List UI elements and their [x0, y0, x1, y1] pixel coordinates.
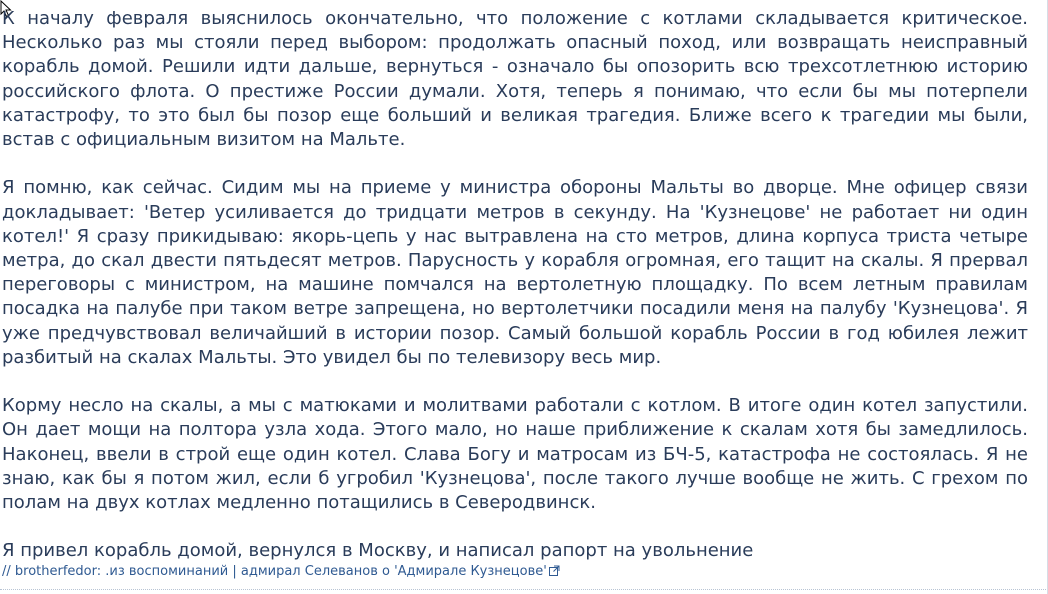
article-paragraph-3: Корму несло на скалы, а мы с матюками и молитвами работали с котлом. В итоге один котел запустили. Он дает мощи на полтора узла хода. Этого мало, но наше приближение к скалам хотя бы замедлилось. Наконец, ввели в строй еще один котел. Слава Богу и матросам из БЧ-5, катастрофа не состоялась. Я не знаю, как бы я потом жил, если б угробил 'Кузнецова', после такого лучше вообще не жить. С грехом по полам на двух котлах медленно потащились в Северодвинск.: [2, 395, 1028, 514]
source-link-text: .из воспоминаний | адмирал Селеванов о 'Адмирале Кузнецове': [105, 564, 547, 579]
external-link-icon: [549, 565, 560, 576]
source-link[interactable]: [105, 564, 560, 579]
article-paragraph-4: Я привел корабль домой, вернулся в Москву, и написал рапорт на увольнение: [2, 540, 754, 562]
article-paragraph-1: К началу февраля выяснилось окончательно, что положение с котлами складывается критическое. Несколько раз мы стояли перед выбором: продолжать опасный поход, или возвращать неисправный корабль домой. Решили идти дальше, вернуться - означало бы опозорить всю трехсотлетнюю историю российского флота. О престиже России думали. Хотя, теперь я понимаю, что если бы мы потерпели катастрофу, то это был бы позор еще больший и великая трагедия. Ближе всего к трагедии мы были, встав с официальным визитом на Мальте.: [2, 8, 1028, 151]
article-paragraph-2: Я помню, как сейчас. Сидим мы на приеме у министра обороны Мальты во дворце. Мне офицер связи докладывает: 'Ветер усиливается до тридцати метров в секунду. На 'Кузнецове' не работает ни один котел!' Я сразу прикидываю: якорь-цепь у нас вытравлена на сто метров, длина корпуса триста четыре метра, до скал двести пятьдесят метров. Парусность у корабля огромная, его тащит на скалы. Я прервал переговоры с министром, на машине помчался на вертолетную площадку. По всем летным правилам посадка на палубе при таком ветре запрещена, но вертолетчики посадили меня на палубу 'Кузнецова'. Я уже предчувствовал величайший в истории позор. Самый большой корабль России в год юбилея лежит разбитый на скалах Мальты. Это увидел бы по телевизору весь мир.: [2, 177, 1028, 368]
footer-divider: [0, 589, 1048, 590]
article-body: [2, 7, 1028, 564]
source-prefix: // brotherfedor:: [2, 564, 102, 579]
source-attribution: [2, 563, 560, 581]
